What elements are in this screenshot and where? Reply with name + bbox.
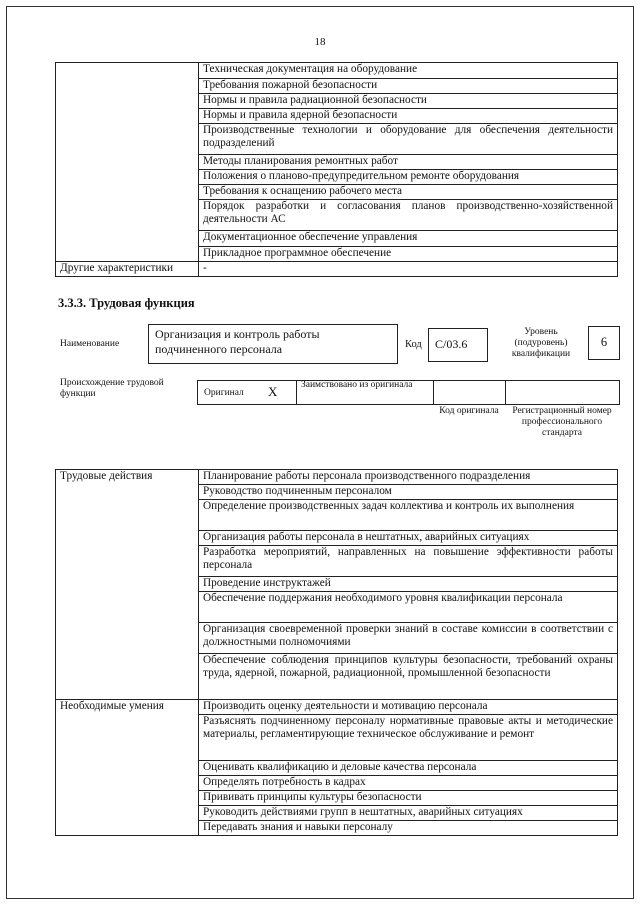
skill-row: Разъяснять подчиненному персоналу нормативные правовые акты и методические материалы, регламентирующие техническое обслуживание и ремонт xyxy=(199,715,618,761)
skill-row: Оценивать квалификацию и деловые качества персонала xyxy=(199,761,618,776)
knowledge-row: Требования пожарной безопасности xyxy=(199,79,618,94)
knowledge-row: Нормы и правила ядерной безопасности xyxy=(199,109,618,124)
skill-row: Передавать знания и навыки персоналу xyxy=(199,821,618,836)
original-mark: X xyxy=(268,384,278,399)
level-value: 6 xyxy=(588,326,620,360)
code-original-caption: Код оригинала xyxy=(439,406,499,416)
action-row: Проведение инструктажей xyxy=(199,577,618,592)
knowledge-row: Производственные технологии и оборудование для обеспечения деятельности подразделений xyxy=(199,124,618,155)
action-row: Определение производственных задач коллектива и контроль их выполнения xyxy=(199,500,618,531)
skill-row: Производить оценку деятельности и мотивацию персонала xyxy=(199,700,618,715)
action-row: Руководство подчиненным персоналом xyxy=(199,485,618,500)
action-row: Организация работы персонала в нештатных, аварийных ситуациях xyxy=(199,531,618,546)
origin-divider xyxy=(433,380,434,405)
other-characteristics-value: - xyxy=(199,262,618,277)
origin-divider xyxy=(505,380,506,405)
knowledge-row: Техническая документация на оборудование xyxy=(199,63,618,79)
knowledge-row: Порядок разработки и согласования планов производственно-хозяйственной деятельности АС xyxy=(199,200,618,231)
skill-row: Определять потребность в кадрах xyxy=(199,776,618,791)
action-row: Разработка мероприятий, направленных на повышение эффективности работы персонала xyxy=(199,546,618,577)
knowledge-row: Методы планирования ремонтных работ xyxy=(199,155,618,170)
original-label: Оригинал xyxy=(204,388,244,398)
actions-table xyxy=(55,469,618,836)
origin-label: Происхождение трудовой функции xyxy=(60,378,164,399)
name-label: Наименование xyxy=(60,339,120,349)
code-label: Код xyxy=(405,339,422,350)
knowledge-row: Нормы и правила радиационной безопасности xyxy=(199,94,618,109)
action-row: Обеспечение соблюдения принципов культуры безопасности, требований охраны труда, ядерной, пожарной, радиационной, промышленной безопасности xyxy=(199,654,618,700)
action-row: Планирование работы персонала производственного подразделения xyxy=(199,470,618,485)
knowledge-label-cell xyxy=(56,63,199,262)
other-characteristics-label: Другие характеристики xyxy=(56,262,199,277)
page-number: 18 xyxy=(314,36,326,48)
reg-number-caption: Регистрационный номер профессионального стандарта xyxy=(512,406,612,438)
action-row: Организация своевременной проверки знаний в составе комиссии в соответствии с должностными полномочиями xyxy=(199,623,618,654)
name-value: Организация и контроль работы подчиненного персонала xyxy=(148,324,398,364)
origin-divider xyxy=(296,380,297,405)
knowledge-row: Прикладное программное обеспечение xyxy=(199,247,618,262)
knowledge-row: Документационное обеспечение управления xyxy=(199,231,618,247)
section-title: 3.3.3. Трудовая функция xyxy=(58,296,195,310)
borrowed-label: Заимствовано из оригинала xyxy=(301,380,413,390)
code-value: C/03.6 xyxy=(428,328,488,362)
actions-label: Трудовые действия xyxy=(56,470,199,700)
skills-label: Необходимые умения xyxy=(56,700,199,836)
skill-row: Руководить действиями групп в нештатных, аварийных ситуациях xyxy=(199,806,618,821)
level-label: Уровень (подуровень) квалификации xyxy=(511,327,571,359)
knowledge-table xyxy=(55,62,618,277)
knowledge-row: Требования к оснащению рабочего места xyxy=(199,185,618,200)
action-row: Обеспечение поддержания необходимого уровня квалификации персонала xyxy=(199,592,618,623)
knowledge-row: Положения о планово-предупредительном ремонте оборудования xyxy=(199,170,618,185)
skill-row: Прививать принципы культуры безопасности xyxy=(199,791,618,806)
